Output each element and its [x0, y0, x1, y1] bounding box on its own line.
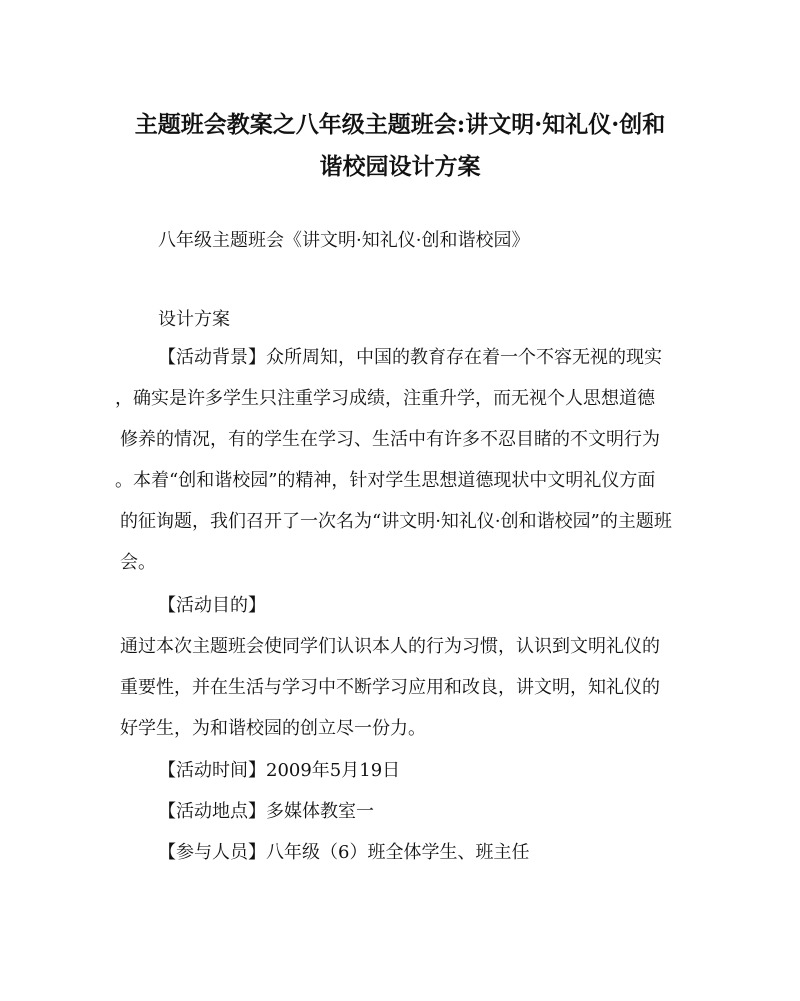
purpose-paragraph-line: 重要性，并在生活与学习中不断学习应用和改良，讲文明，知礼仪的	[120, 677, 660, 698]
background-paragraph-line: ，确实是许多学生只注重学习成绩，注重升学，而无视个人思想道德	[115, 388, 655, 409]
activity-location: 【活动地点】多媒体教室一	[158, 801, 374, 822]
background-paragraph-line: 【活动背景】众所周知，中国的教育存在着一个不容无视的现实	[158, 347, 662, 368]
background-paragraph-line: 。本着“创和谐校园”的精神，针对学生思想道德现状中文明礼仪方面	[115, 470, 656, 491]
activity-time: 【活动时间】2009年5月19日	[158, 760, 401, 781]
document-title-line-1: 主题班会教案之八年级主题班会:讲文明·知礼仪·创和	[134, 111, 666, 138]
purpose-paragraph-line: 通过本次主题班会使同学们认识本人的行为习惯，认识到文明礼仪的	[120, 636, 660, 657]
purpose-heading: 【活动目的】	[158, 595, 266, 616]
purpose-paragraph-line: 好学生，为和谐校园的创立尽一份力。	[120, 718, 426, 739]
activity-participants: 【参与人员】八年级（6）班全体学生、班主任	[158, 842, 530, 863]
background-paragraph-line: 会。	[120, 552, 156, 573]
document-title-line-2: 谐校园设计方案	[319, 153, 481, 180]
document-subtitle: 八年级主题班会《讲文明·知礼仪·创和谐校园》	[158, 230, 530, 251]
background-paragraph-line: 修养的情况，有的学生在学习、生活中有许多不忍目睹的不文明行为	[120, 429, 660, 450]
background-paragraph-line: 的征询题，我们召开了一次名为“讲文明·知礼仪·创和谐校园”的主题班	[120, 511, 672, 532]
section-heading: 设计方案	[158, 309, 230, 330]
